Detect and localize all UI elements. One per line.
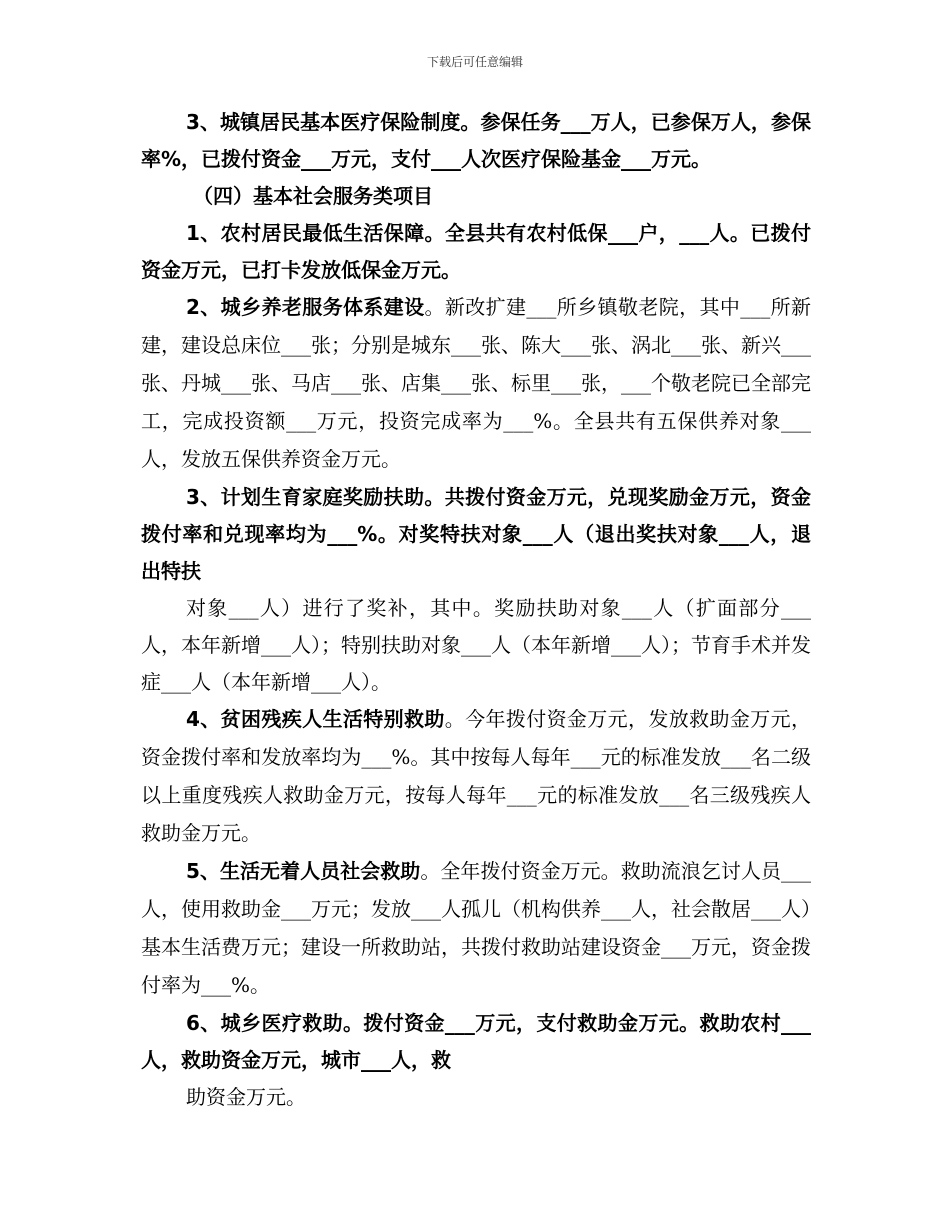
paragraph-lead: 4、贫困残疾人生活特别救助	[186, 707, 445, 731]
paragraph-disabled-relief	[141, 701, 811, 853]
paragraph-lead: 5、生活无着人员社会救助	[186, 859, 421, 883]
paragraph-rest: 。今年拨付资金万元，发放救助金万元，资金拨付率和发放率均为___%。其中按每人每年___元的标准发放___名二级以上重度残疾人救助金万元，按每人每年___元的标准发放___名三级残疾人救助金万元。	[141, 707, 811, 845]
paragraph-rest: 。新改扩建___所乡镇敬老院，其中___所新建，建设总床位___张；分别是城东___张、陈大___张、涡北___张、新兴___张、丹城___张、马店___张、店集___张、标里___张，___个敬老院已全部完工，完成投资额___万元，投资完成率为___%。全县共有五保供养对象___人，发放五保供养资金万元。	[141, 295, 811, 471]
paragraph-elderly-care-system	[141, 289, 811, 479]
paragraph-rest: 。全年拨付资金万元。救助流浪乞讨人员___人，使用救助金___万元；发放___人孤儿（机构供养___人，社会散居___人）基本生活费万元；建设一所救助站，共拨付救助站建设资金___万元，资金拨付率为___%。	[141, 859, 812, 997]
paragraph-medical-relief: 6、城乡医疗救助。拨付资金___万元，支付救助金万元。救助农村___人，救助资金万元，城市___人，救	[141, 1011, 811, 1072]
document-body	[141, 104, 811, 1116]
section-heading-basic-social-services: （四）基本社会服务类项目	[193, 184, 433, 208]
paragraph-homeless-relief	[141, 853, 811, 1005]
paragraph-urban-medical-insurance: 3、城镇居民基本医疗保险制度。参保任务___万人，已参保万人，参保率%，已拨付资金___万元，支付___人次医疗保险基金___万元。	[141, 110, 811, 171]
paragraph-family-planning-reward: 3、计划生育家庭奖励扶助。共拨付资金万元，兑现奖励金万元，资金拨付率和兑现率均为___%。对奖特扶对象___人（退出奖扶对象___人，退出特扶	[141, 485, 811, 583]
page-header: 下载后可任意编辑	[426, 55, 523, 69]
paragraph-rural-minimum-living: 1、农村居民最低生活保障。全县共有农村低保___户，___人。已拨付资金万元，已打卡发放低保金万元。	[141, 221, 811, 282]
paragraph-family-planning-continued: 对象___人）进行了奖补，其中。奖励扶助对象___人（扩面部分___人，本年新增___人）；特别扶助对象___人（本年新增___人）；节育手术并发症___人（本年新增___人）。	[141, 596, 811, 694]
paragraph-lead: 2、城乡养老服务体系建设	[186, 295, 425, 319]
paragraph-medical-relief-continued: 助资金万元。	[186, 1085, 306, 1109]
